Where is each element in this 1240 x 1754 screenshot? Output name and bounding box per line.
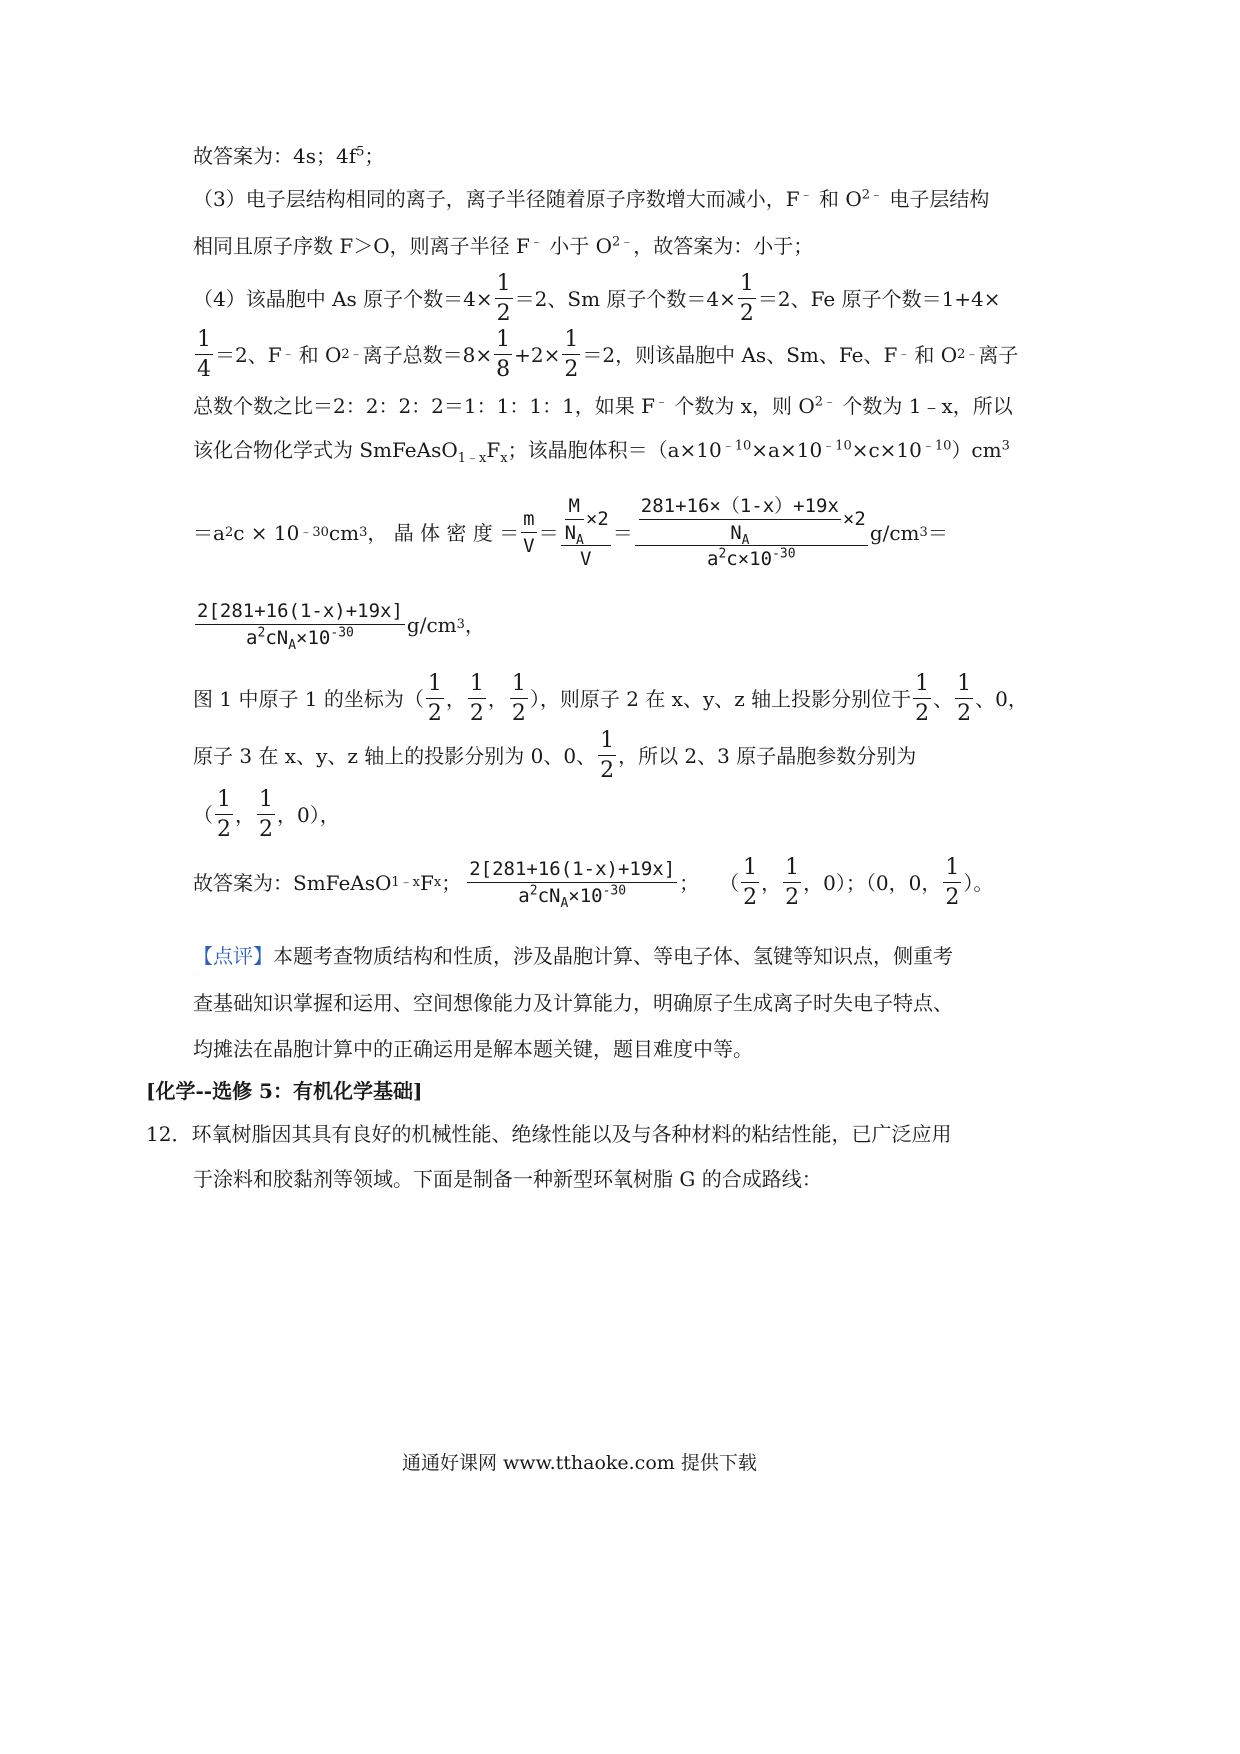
text: 通通好课网 www.tthaoke.com 提供下载 xyxy=(402,1452,757,1474)
denominator: 2 xyxy=(957,701,972,726)
fraction-half xyxy=(215,788,233,842)
superscript: 2﹣ xyxy=(814,394,837,410)
fraction-molar-mass-over-na xyxy=(639,494,841,548)
text: 该化合物化学式为 SmFeAsO xyxy=(193,438,458,462)
answer-line-4: 故答案为：SmFeAsO 1﹣x F x ； $\frac{2[281+16(1-x)+19x]}{a^2cN_A\times 10^{-30}}$ ； （ $\frac{1}{2}$ ， $\frac{1}{2}$ ，0）；（0，0， $\frac{1}{2}$ ）。 xyxy=(193,854,994,911)
text: ×10 xyxy=(568,885,603,907)
denominator: 2 xyxy=(496,301,511,326)
part4-line1 xyxy=(193,270,1001,328)
text: （4）该晶胞中 As 原子个数＝4× xyxy=(193,287,493,311)
text: ＝2、Fe 原子个数＝1+4× xyxy=(757,287,1001,311)
numerator: M xyxy=(565,496,584,520)
text: 查基础知识掌握和运用、空间想像能力及计算能力，明确原子生成离子时失电子特点、 xyxy=(193,991,953,1015)
denominator: 2 xyxy=(511,701,526,726)
text: ， 晶 体 密 度 ＝ xyxy=(367,521,520,545)
denominator: 2 xyxy=(217,817,231,842)
coord-line1 xyxy=(193,670,1028,728)
text: ， xyxy=(761,871,782,895)
text: 、0， xyxy=(975,687,1028,711)
review-tag: 【点评】 xyxy=(193,944,273,968)
text: 离子 xyxy=(978,343,1019,367)
fraction-full-density xyxy=(635,496,868,571)
part3-line2 xyxy=(193,236,813,256)
text: ； xyxy=(679,871,700,895)
text: ×2 xyxy=(585,508,609,531)
superscript: ﹣10 xyxy=(721,438,752,454)
fraction-half xyxy=(943,856,961,910)
text: 和 O xyxy=(914,343,958,367)
superscript: -30 xyxy=(772,547,796,563)
text: F xyxy=(486,438,501,462)
text: c × 10 xyxy=(233,521,300,545)
text: ×a×10 xyxy=(751,438,823,462)
text: ，所以 2、3 原子晶胞参数分别为 xyxy=(618,744,917,768)
subscript: x xyxy=(500,451,508,466)
numerator: 1 xyxy=(562,328,580,355)
text: ×2 xyxy=(842,508,866,531)
numerator: 1 xyxy=(783,856,801,883)
text: ， xyxy=(464,613,485,637)
superscript: 2﹣ xyxy=(861,187,884,203)
part4-line3 xyxy=(193,396,1013,416)
fraction-half xyxy=(257,788,275,842)
text: g/cm xyxy=(869,521,920,545)
superscript: 2 xyxy=(529,883,538,899)
numerator: 1 xyxy=(468,672,486,699)
text: 于涂料和胶黏剂等领域。下面是制备一种新型环氧树脂 G 的合成路线： xyxy=(193,1167,822,1191)
superscript: ﹣ xyxy=(655,394,669,410)
denominator xyxy=(635,546,868,570)
denominator xyxy=(467,883,677,911)
subscript: 1﹣x xyxy=(457,451,487,466)
fraction-half xyxy=(783,856,801,910)
numerator: 281+16×（1-x）+19x xyxy=(639,496,841,520)
text: ，故答案为：小于； xyxy=(633,234,814,258)
numerator: 1 xyxy=(738,272,756,299)
numerator: 2[281+16(1-x)+19x] xyxy=(195,601,405,625)
text: 本题考查物质结构和性质，涉及晶胞计算、等电子体、氢键等知识点，侧重考 xyxy=(273,944,953,968)
page-footer xyxy=(402,1454,757,1473)
text: ×c×10 xyxy=(851,438,922,462)
coord-line2 xyxy=(193,727,916,785)
denominator: 2 xyxy=(945,885,960,910)
fraction-half xyxy=(913,672,931,726)
text: 、 xyxy=(933,687,954,711)
review-line2 xyxy=(193,993,953,1013)
subscript: A xyxy=(560,895,569,911)
numerator: 1 xyxy=(494,328,512,355)
denominator xyxy=(195,625,405,653)
numerator: 1 xyxy=(741,856,759,883)
numerator: 1 xyxy=(913,672,931,699)
coord-line3 xyxy=(193,786,340,844)
denominator: 2 xyxy=(564,357,579,382)
superscript: 2﹣ xyxy=(612,234,634,250)
section-heading xyxy=(146,1081,422,1101)
text: ＝2、F xyxy=(215,343,282,367)
superscript: -30 xyxy=(602,883,627,899)
text: g/cm xyxy=(406,613,457,637)
part4-line5-density: ＝a 2 c × 10 ﹣30 cm 3 ， 晶 体 密 度 ＝ $\frac{m}{V}$ ＝ $\frac{M}{N_A}$ ×2 V ＝ $\frac{281+16\times(1-x)+19x}{N_A}$ ×2 $a^2c\times 10^{-30}$ g/cm 3 ＝ xyxy=(193,494,948,571)
superscript: ﹣10 xyxy=(921,438,952,454)
part4-line6-result: $\frac{2[281+16(1-x)+19x]}{a^2cN_A\times 10^{-30}}$ g/cm 3 ， xyxy=(197,600,485,653)
text: ，0）， xyxy=(277,803,340,827)
text: 原子 3 在 x、y、z 轴上的投影分别为 0、0、 xyxy=(193,744,597,768)
superscript: ﹣10 xyxy=(822,438,852,454)
text: 电子层结构 xyxy=(889,187,990,211)
numerator xyxy=(561,496,611,547)
part3-line1 xyxy=(193,189,989,209)
text: ， xyxy=(445,687,466,711)
fraction-half xyxy=(955,672,973,726)
text: ＝ xyxy=(538,521,559,545)
text: 总数个数之比＝2：2：2：2＝1：1：1：1，如果 F xyxy=(193,394,656,418)
text: ＝ xyxy=(612,521,633,545)
text: N xyxy=(730,521,742,544)
text: a xyxy=(707,548,719,571)
denominator: 2 xyxy=(739,301,754,326)
numerator: 2[281+16(1-x)+19x] xyxy=(467,859,677,883)
text: （ xyxy=(193,803,213,827)
numerator: m xyxy=(521,509,536,533)
text: ）。 xyxy=(963,871,994,895)
text: ×10 xyxy=(296,627,331,649)
text: （ xyxy=(719,871,740,895)
fraction-quarter xyxy=(195,328,213,382)
denominator: 4 xyxy=(197,357,211,382)
fraction-half xyxy=(468,672,486,726)
text: ， xyxy=(235,803,255,827)
text: ），则原子 2 在 x、y、z 轴上投影分别位于 xyxy=(529,687,912,711)
text: （3）电子层结构相同的离子，离子半径随着原子序数增大而减小，F xyxy=(193,187,800,211)
denominator: 2 xyxy=(259,817,273,842)
text: 12．环氧树脂因其具有良好的机械性能、绝缘性能以及与各种材料的粘结性能，已广泛应用 xyxy=(146,1122,952,1146)
text: ；该晶胞体积＝（a×10 xyxy=(507,438,722,462)
superscript: 5 xyxy=(356,144,365,160)
text: a xyxy=(518,885,530,907)
superscript: 2 xyxy=(718,547,727,563)
text: F xyxy=(420,871,434,895)
fraction-eighth xyxy=(494,328,512,382)
numerator: 1 xyxy=(943,856,961,883)
text: cN xyxy=(265,627,289,649)
fraction-mass-over-volume xyxy=(561,496,611,571)
denominator: 2 xyxy=(915,701,930,726)
denominator xyxy=(639,520,841,548)
denominator: V xyxy=(523,535,535,557)
fraction-m-over-v xyxy=(521,509,536,557)
text: 和 O xyxy=(818,187,862,211)
text: a xyxy=(246,627,258,649)
text: 图 1 中原子 1 的坐标为（ xyxy=(193,687,424,711)
fraction-half xyxy=(562,328,580,382)
text: cm xyxy=(328,521,360,545)
subscript: A xyxy=(288,637,297,653)
text: ， xyxy=(487,687,508,711)
superscript: -30 xyxy=(330,625,354,641)
text: ，0）；（0，0， xyxy=(803,871,942,895)
fraction-half xyxy=(741,856,759,910)
denominator: 2 xyxy=(600,758,615,783)
denominator: 8 xyxy=(496,357,511,382)
fraction-half xyxy=(510,672,528,726)
question-12-line1 xyxy=(146,1124,951,1144)
fraction-half xyxy=(426,672,444,726)
text: ＝2，则该晶胞中 As、Sm、Fe、F xyxy=(582,343,898,367)
text: 故答案为：SmFeAsO xyxy=(193,871,392,895)
fraction-half xyxy=(598,729,616,783)
subscript: A xyxy=(576,532,584,548)
review-line1 xyxy=(193,946,953,966)
fraction-half xyxy=(738,272,756,326)
text: cN xyxy=(537,885,561,907)
numerator: 1 xyxy=(195,328,213,355)
answer-line-3 xyxy=(193,146,384,166)
text: ＝a xyxy=(193,521,225,545)
superscript: 3 xyxy=(1001,438,1010,454)
denominator: 2 xyxy=(785,885,800,910)
text: ； xyxy=(364,144,385,168)
review-line3 xyxy=(193,1039,753,1059)
text: 故答案为：4s；4f xyxy=(193,144,357,168)
text: ＝ xyxy=(927,521,948,545)
fraction-density-answer xyxy=(467,858,677,911)
text: +2× xyxy=(514,343,561,367)
text: 均摊法在晶胞计算中的正确运用是解本题关键，题目难度中等。 xyxy=(193,1037,753,1061)
superscript: ﹣ xyxy=(529,234,543,250)
fraction-half xyxy=(495,272,513,326)
superscript: ﹣ xyxy=(799,187,813,203)
numerator xyxy=(635,496,868,547)
numerator: 1 xyxy=(426,672,444,699)
question-12-line2 xyxy=(193,1169,822,1189)
part4-line4 xyxy=(193,438,1010,466)
text: 和 O xyxy=(298,343,342,367)
text: c×10 xyxy=(726,548,773,571)
numerator: 1 xyxy=(215,788,233,815)
text: [化学--选修 5：有机化学基础] xyxy=(146,1079,423,1103)
denominator xyxy=(564,520,584,548)
text: 小于 O xyxy=(549,234,613,258)
subscript: A xyxy=(741,532,750,548)
numerator: 1 xyxy=(257,788,275,815)
numerator: 1 xyxy=(510,672,528,699)
text: ＝2、Sm 原子个数＝4× xyxy=(514,287,736,311)
text: ）cm xyxy=(951,438,1002,462)
text: ； xyxy=(441,871,462,895)
fraction-density-result xyxy=(195,600,405,653)
text: 离子总数＝8× xyxy=(362,343,493,367)
numerator: 1 xyxy=(955,672,973,699)
text: 相同且原子序数 F＞O，则离子半径 F xyxy=(193,234,530,258)
numerator: 1 xyxy=(495,272,513,299)
superscript: 2 xyxy=(257,625,266,641)
denominator: 2 xyxy=(469,701,484,726)
text: 个数为 1﹣x，所以 xyxy=(842,394,1013,418)
part4-line2: $\frac{1}{4}$ ＝2、F ﹣ 和 O 2﹣ 离子总数＝8× $\frac{1}{8}$ +2× $\frac{1}{2}$ ＝2，则该晶胞中 As、Sm、Fe、F ﹣ 和 O 2﹣ 离子 xyxy=(197,326,1019,382)
denominator: 2 xyxy=(743,885,758,910)
numerator: 1 xyxy=(598,729,616,756)
denominator: V xyxy=(579,548,592,571)
text: 个数为 x，则 O xyxy=(674,394,815,418)
text: N xyxy=(564,521,577,544)
fraction-m-over-na xyxy=(564,494,584,548)
denominator: 2 xyxy=(427,701,442,726)
